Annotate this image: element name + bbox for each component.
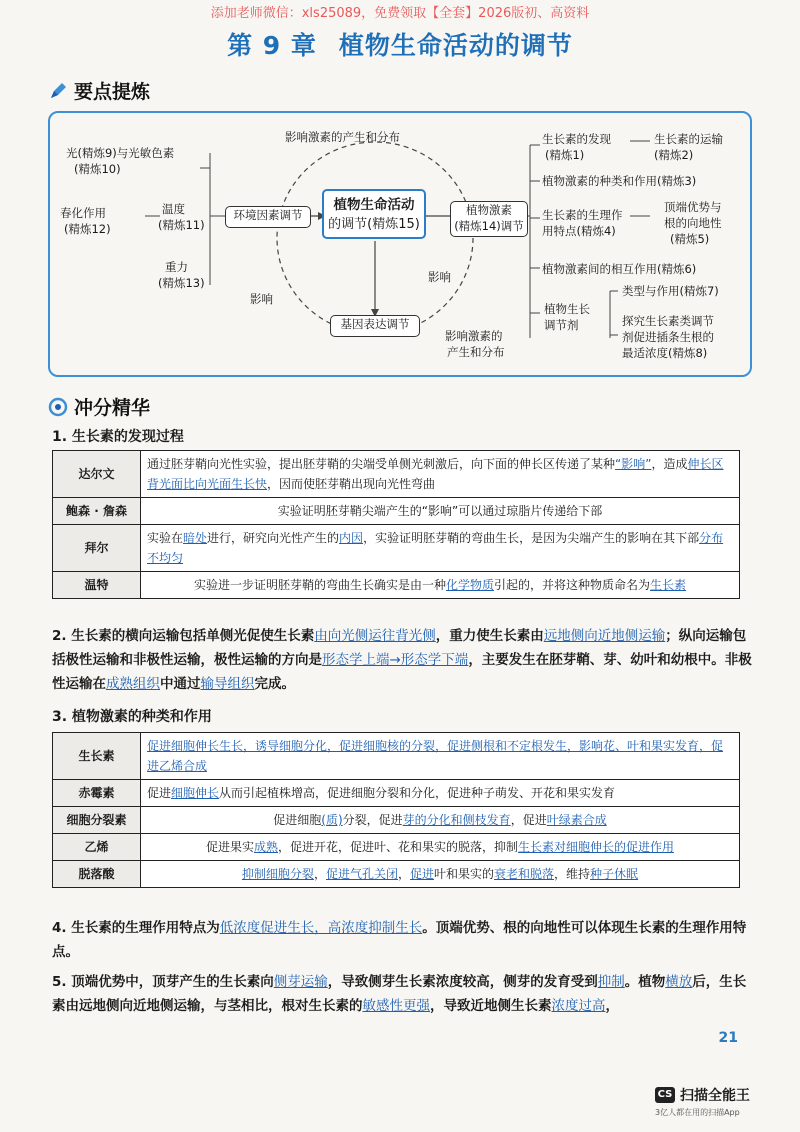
- hormone-table: [52, 732, 740, 888]
- map-r3b2: 根的向地性: [664, 216, 722, 230]
- map-affect-right: 影响: [428, 270, 451, 284]
- map-r5c3: 最适浓度(精炼8): [622, 346, 708, 360]
- row-content: 通过胚芽鞘向光性实验，提出胚芽鞘的尖端受单侧光刺激后，向下面的伸长区传递了某种“影响”，造成伸长区背光面比向光面生长快，因而使胚芽鞘出现向光性弯曲: [141, 451, 740, 498]
- map-top-arc-label: 影响激素的产生和分布: [285, 130, 400, 144]
- map-temp: 温度: [162, 202, 185, 216]
- chapter-name: 植物生命活动的调节: [338, 31, 573, 60]
- cs-icon: CS: [655, 1087, 675, 1103]
- heading-hormones: 3. 植物激素的种类和作用: [52, 709, 212, 725]
- row-key: 赤霉素: [53, 780, 141, 807]
- row-key: 脱落酸: [53, 861, 141, 888]
- map-bottom-affect-1: 影响激素的: [445, 329, 503, 343]
- table-row: [53, 498, 740, 525]
- map-gravity: 重力: [165, 260, 188, 274]
- row-key: 温特: [53, 572, 141, 599]
- table-row: [53, 780, 740, 807]
- map-r3a2: 用特点(精炼4): [542, 224, 616, 238]
- paragraph-transport: 2. 生长素的横向运输包括单侧光促使生长素由向光侧运往背光侧，重力使生长素由远地侧向近地侧运输；纵向运输包括极性运输和非极性运输，极性运输的方向是形态学上端→形态学下端，主要发生在胚芽鞘、芽、幼叶和幼根中。非极性运输在成熟组织中通过输导组织完成。: [52, 628, 752, 692]
- table-row: [53, 807, 740, 834]
- map-r3a: 生长素的生理作: [542, 208, 623, 222]
- row-key: 拜尔: [53, 525, 141, 572]
- row-content: 促进细胞伸长生长，诱导细胞分化，促进细胞核的分裂，促进侧根和不定根发生，影响花、叶和果实发育，促进乙烯合成: [141, 733, 740, 780]
- target-icon: [48, 397, 68, 417]
- row-key: 生长素: [53, 733, 141, 780]
- map-hormone-node: 植物激素 (精炼14)调节: [450, 201, 528, 237]
- map-spring: 春化作用: [60, 206, 106, 220]
- discovery-table: [52, 450, 740, 599]
- row-key: 细胞分裂素: [53, 807, 141, 834]
- row-content: 促进细胞(质)分裂，促进芽的分化和侧枝发育，促进叶绿素合成: [141, 807, 740, 834]
- map-r1a: 生长素的发现: [542, 132, 611, 146]
- table-row: [53, 861, 740, 888]
- map-r4: 植物激素间的相互作用(精炼6): [542, 262, 697, 276]
- chapter-number: 第 9 章: [227, 31, 317, 60]
- map-gene-node: 基因表达调节: [330, 315, 420, 337]
- map-light: 光(精炼9)与光敏色素: [66, 146, 175, 160]
- table-row: [53, 733, 740, 780]
- pen-icon: [48, 81, 68, 101]
- page-number: 21: [718, 1030, 738, 1046]
- concept-map: [48, 111, 752, 377]
- row-content: 抑制细胞分裂，促进气孔关闭，促进叶和果实的衰老和脱落，维持种子休眠: [141, 861, 740, 888]
- section-key-points: 要点提炼: [48, 77, 150, 104]
- map-bottom-affect-2: 产生和分布: [447, 345, 505, 359]
- watermark-text: 添加老师微信：xls25089，免费领取【全套】2026版初、高资料: [210, 6, 590, 21]
- row-content: 促进细胞伸长从而引起植株增高，促进细胞分裂和分化，促进种子萌发、开花和果实发育: [141, 780, 740, 807]
- chapter-title: [0, 26, 800, 62]
- row-key: 达尔文: [53, 451, 141, 498]
- table-row: [53, 525, 740, 572]
- map-spring-ref: (精炼12): [64, 222, 111, 236]
- row-content: 实验证明胚芽鞘尖端产生的“影响”可以通过琼脂片传递给下部: [141, 498, 740, 525]
- map-r5c2: 剂促进插条生根的: [622, 330, 714, 344]
- scanner-logo: CS 扫描全能王 3亿人都在用的扫描App: [655, 1088, 750, 1117]
- map-r1b-ref: (精炼2): [654, 148, 694, 162]
- section-essentials: 冲分精华: [48, 393, 150, 420]
- map-light-ref: (精炼10): [74, 162, 121, 176]
- map-r5a2: 调节剂: [544, 318, 579, 332]
- table-row: [53, 834, 740, 861]
- map-env-node: 环境因素调节: [225, 206, 311, 228]
- row-content: 实验在暗处进行，研究向光性产生的内因，实验证明胚芽鞘的弯曲生长，是因为尖端产生的影响在其下部分布不均匀: [141, 525, 740, 572]
- map-affect-left: 影响: [250, 292, 273, 306]
- map-gravity-ref: (精炼13): [158, 276, 205, 290]
- map-r3b: 顶端优势与: [664, 200, 722, 214]
- map-r5b: 类型与作用(精炼7): [622, 284, 719, 298]
- paragraph-apical-dominance: 5. 顶端优势中，顶芽产生的生长素向侧芽运输，导致侧芽生长素浓度较高，侧芽的发育受到抑制。植物横放后，生长素由远地侧向近地侧运输，与茎相比，根对生长素的敏感性更强，导致近地侧生长素浓度过高，: [52, 974, 747, 1014]
- map-r1b: 生长素的运输: [654, 132, 723, 146]
- row-content: 实验进一步证明胚芽鞘的弯曲生长确实是由一种化学物质引起的，并将这种物质命名为生长素: [141, 572, 740, 599]
- row-key: 乙烯: [53, 834, 141, 861]
- table-row: [53, 572, 740, 599]
- map-r5a: 植物生长: [544, 302, 590, 316]
- map-r3b-ref: (精炼5): [670, 232, 710, 246]
- map-r5c1: 探究生长素类调节: [622, 314, 714, 328]
- map-r1a-ref: (精炼1): [545, 148, 585, 162]
- heading-discovery: 1. 生长素的发现过程: [52, 429, 184, 445]
- paragraph-physiology: 4. 生长素的生理作用特点为低浓度促进生长，高浓度抑制生长。顶端优势、根的向地性可以体现生长素的生理作用特点。: [52, 920, 747, 960]
- map-r2: 植物激素的种类和作用(精炼3): [542, 174, 697, 188]
- map-temp-ref: (精炼11): [158, 218, 205, 232]
- row-content: 促进果实成熟，促进开花，促进叶、花和果实的脱落，抑制生长素对细胞伸长的促进作用: [141, 834, 740, 861]
- table-row: [53, 451, 740, 498]
- row-key: 鲍森 · 詹森: [53, 498, 141, 525]
- map-center-node: 植物生命活动 的调节(精炼15): [322, 189, 426, 239]
